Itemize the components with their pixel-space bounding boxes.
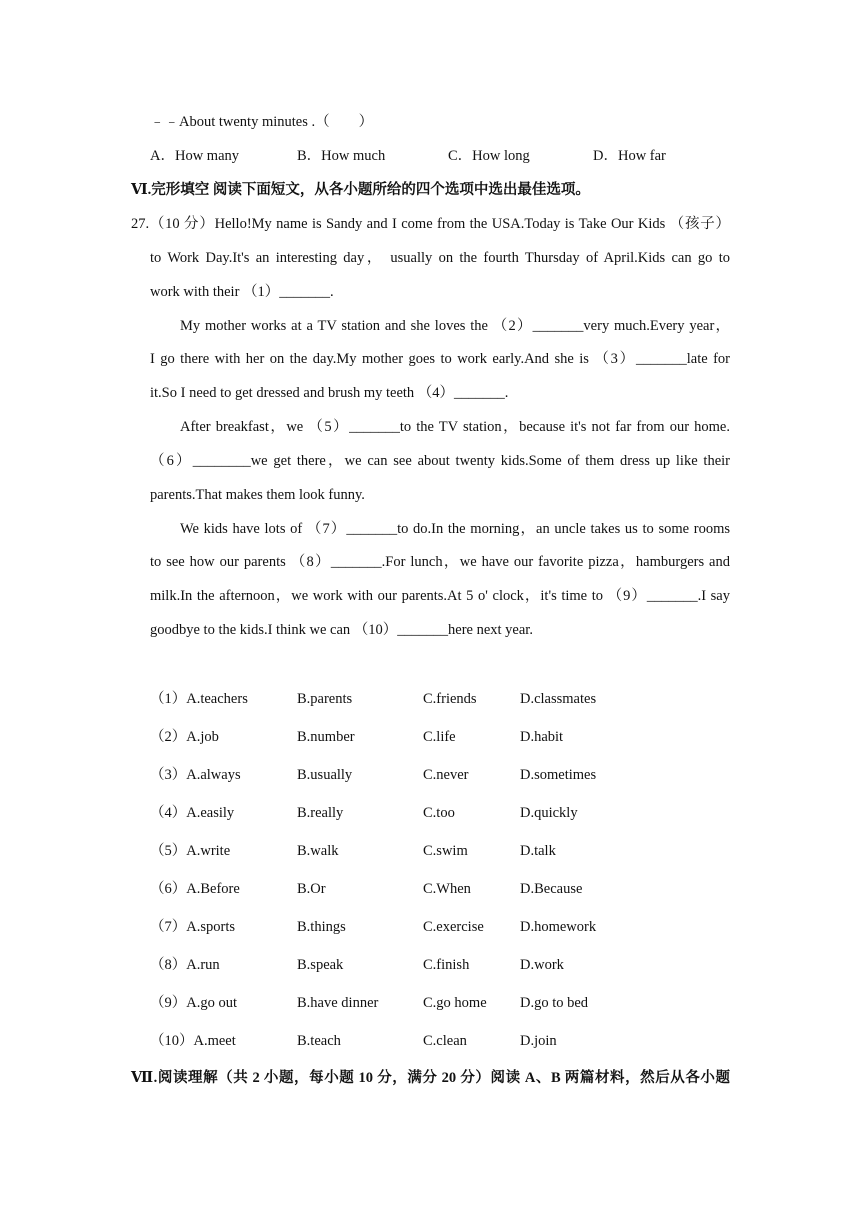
choice-7-c: C.exercise — [423, 919, 484, 935]
q27-line-2: to Work Day.It's an interesting day， usually on the fourth Thursday of April.Kids can go to — [150, 250, 730, 266]
choice-9-b: B.have dinner — [297, 995, 379, 1011]
choice-4-c: C.too — [423, 805, 455, 821]
choice-2-c: C.life — [423, 729, 456, 745]
section-7-heading: Ⅶ.阅读理解（共 2 小题，每小题 10 分，满分 20 分）阅读 A、B 两篇材料，然后从各小题 — [131, 1070, 730, 1086]
choice-3-c: C.never — [423, 767, 469, 783]
choice-5-c: C.swim — [423, 843, 468, 859]
choice-5-a: （5）A.write — [150, 843, 231, 859]
choice-8-b: B.speak — [297, 957, 344, 973]
prev-question-stem: ﹣﹣About twenty minutes .（ ） — [150, 114, 374, 130]
choice-7-d: D.homework — [520, 919, 597, 935]
choice-4-b: B.really — [297, 805, 344, 821]
prev-option-a: A．How many — [150, 148, 240, 164]
choice-9-a: （9）A.go out — [150, 995, 237, 1011]
choice-8-a: （8）A.run — [150, 957, 220, 973]
choice-6-d: D.Because — [520, 881, 583, 897]
choice-4-d: D.quickly — [520, 805, 578, 821]
choice-1-c: C.friends — [423, 691, 477, 707]
choice-1-b: B.parents — [297, 691, 353, 707]
choice-5-b: B.walk — [297, 843, 339, 859]
q27-line-11: to see how our parents （8）_______.For lunch，we have our favorite pizza，hamburgers and — [150, 554, 730, 570]
choice-10-b: B.teach — [297, 1033, 341, 1049]
q27-line-12: milk.In the afternoon，we work with our parents.At 5 o' clock，it's time to （9）_______.I say — [150, 588, 730, 604]
prev-option-d: D．How far — [593, 148, 666, 164]
choice-3-a: （3）A.always — [150, 767, 241, 783]
choice-8-c: C.finish — [423, 957, 470, 973]
q27-line-5: I go there with her on the day.My mother goes to work early.And she is （3）_______late for — [150, 351, 730, 367]
choice-8-d: D.work — [520, 957, 564, 973]
q27-line-9: parents.That makes them look funny. — [150, 487, 365, 503]
choice-7-a: （7）A.sports — [150, 919, 235, 935]
choice-6-c: C.When — [423, 881, 471, 897]
q27-line-10: We kids have lots of （7）_______to do.In the morning，an uncle takes us to some rooms — [180, 521, 730, 537]
choice-6-b: B.Or — [297, 881, 326, 897]
choice-10-d: D.join — [520, 1033, 557, 1049]
choice-3-b: B.usually — [297, 767, 353, 783]
choice-1-a: （1）A.teachers — [150, 691, 248, 707]
choice-10-a: （10）A.meet — [150, 1033, 236, 1049]
q27-line-6: it.So I need to get dressed and brush my teeth （4）_______. — [150, 385, 509, 401]
q27-line-7: After breakfast，we （5）_______to the TV station，because it's not far from our home. — [180, 419, 730, 435]
section-6-heading: Ⅵ.完形填空 阅读下面短文，从各小题所给的四个选项中选出最佳选项。 — [131, 182, 590, 198]
choice-10-c: C.clean — [423, 1033, 467, 1049]
choice-7-b: B.things — [297, 919, 346, 935]
choice-1-d: D.classmates — [520, 691, 597, 707]
q27-line-3: work with their （1）_______. — [150, 284, 334, 300]
q27-line-13: goodbye to the kids.I think we can （10）_______here next year. — [150, 622, 533, 638]
choice-2-b: B.number — [297, 729, 355, 745]
choice-2-d: D.habit — [520, 729, 564, 745]
choice-5-d: D.talk — [520, 843, 556, 859]
choice-6-a: （6）A.Before — [150, 881, 240, 897]
prev-option-c: C．How long — [448, 148, 530, 164]
q27-line-4: My mother works at a TV station and she loves the （2）_______very much.Every year， — [180, 318, 730, 334]
q27-line-8: （6）________we get there，we can see about twenty kids.Some of them dress up like their — [150, 453, 730, 469]
choice-9-c: C.go home — [423, 995, 487, 1011]
choice-9-d: D.go to bed — [520, 995, 589, 1011]
choice-4-a: （4）A.easily — [150, 805, 235, 821]
q27-line-1: 27.（10 分）Hello!My name is Sandy and I come from the USA.Today is Take Our Kids （孩子） — [131, 216, 730, 232]
prev-option-b: B．How much — [297, 148, 386, 164]
choice-3-d: D.sometimes — [520, 767, 597, 783]
choice-2-a: （2）A.job — [150, 729, 219, 745]
